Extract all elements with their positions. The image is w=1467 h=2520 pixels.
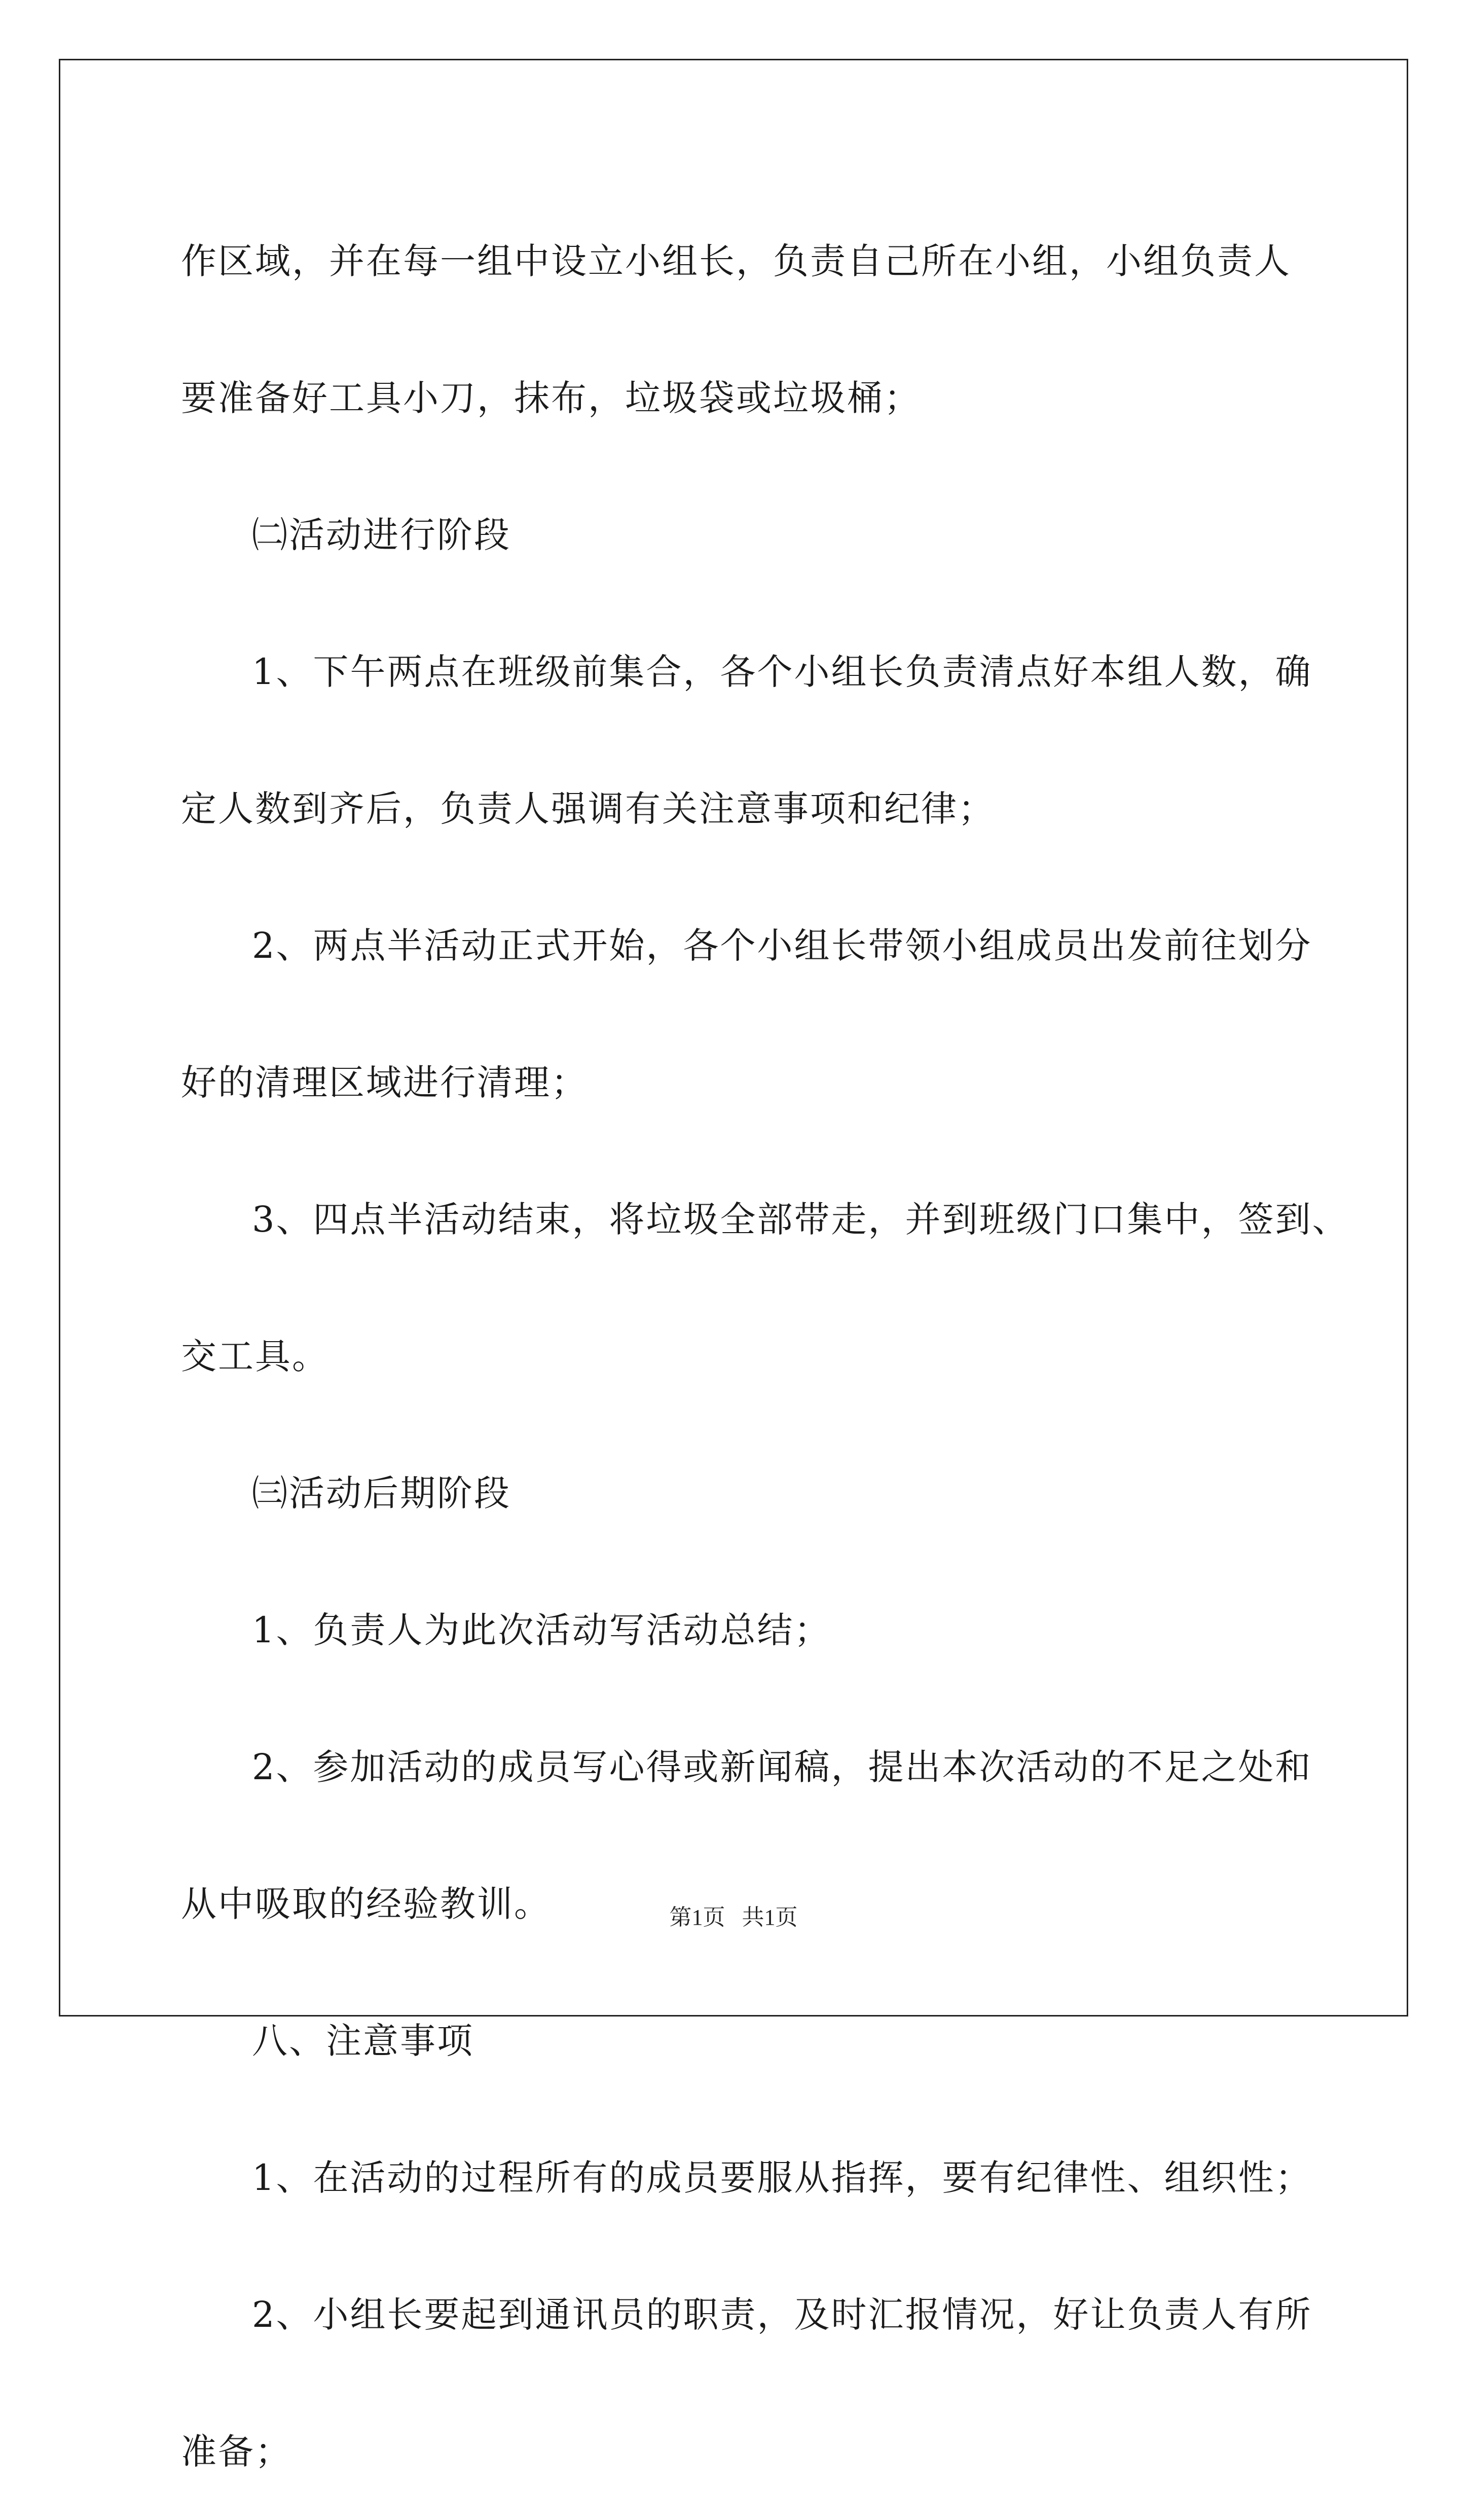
- document-body: [181, 193, 1349, 2520]
- text-line-16: 2、小组长要起到通讯员的职责，及时汇报情况，好让负责人有所: [252, 2294, 1312, 2335]
- text-line-5: 定人数到齐后，负责人强调有关注意事项和纪律；: [181, 788, 995, 830]
- text-line-9: 交工具。: [181, 1336, 329, 1377]
- text-line-6: 2、两点半活动正式开始，各个小组长带领小组成员出发前往划分: [252, 925, 1312, 966]
- text-line-15: 1、在活动的过程所有的成员要服从指挥，要有纪律性、组织性；: [252, 2157, 1312, 2199]
- text-line-12: 2、参加活动的成员写心得或新闻稿，提出本次活动的不足之处和: [252, 1746, 1312, 1788]
- text-line-11: 1、负责人为此次活动写活动总结；: [252, 1609, 831, 1651]
- text-line-8: 3、四点半活动结束，将垃圾全部带走，并到班级门口集中，签到、: [252, 1199, 1349, 1240]
- text-line-13: 从中吸取的经验教训。: [181, 1883, 551, 1925]
- text-line-1: 作区域，并在每一组中设立小组长，负责自己所在小组，小组负责人: [181, 240, 1291, 282]
- page-number-footer: 第1页 共1页: [669, 1905, 798, 1930]
- section-heading-activity-stage: ㈡活动进行阶段: [252, 514, 511, 556]
- section-heading-post-stage: ㈢活动后期阶段: [252, 1472, 511, 1514]
- text-line-7: 好的清理区域进行清理；: [181, 1062, 588, 1103]
- text-line-17: 准备；: [181, 2431, 292, 2472]
- section-heading-notes: 八、注意事项: [252, 2020, 474, 2062]
- text-line-2: 要准备好工具小刀，抹布，垃圾袋或垃圾桶；: [181, 377, 921, 419]
- text-line-4: 1、下午两点在班级前集合，各个小组长负责清点好本组人数，确: [252, 651, 1312, 693]
